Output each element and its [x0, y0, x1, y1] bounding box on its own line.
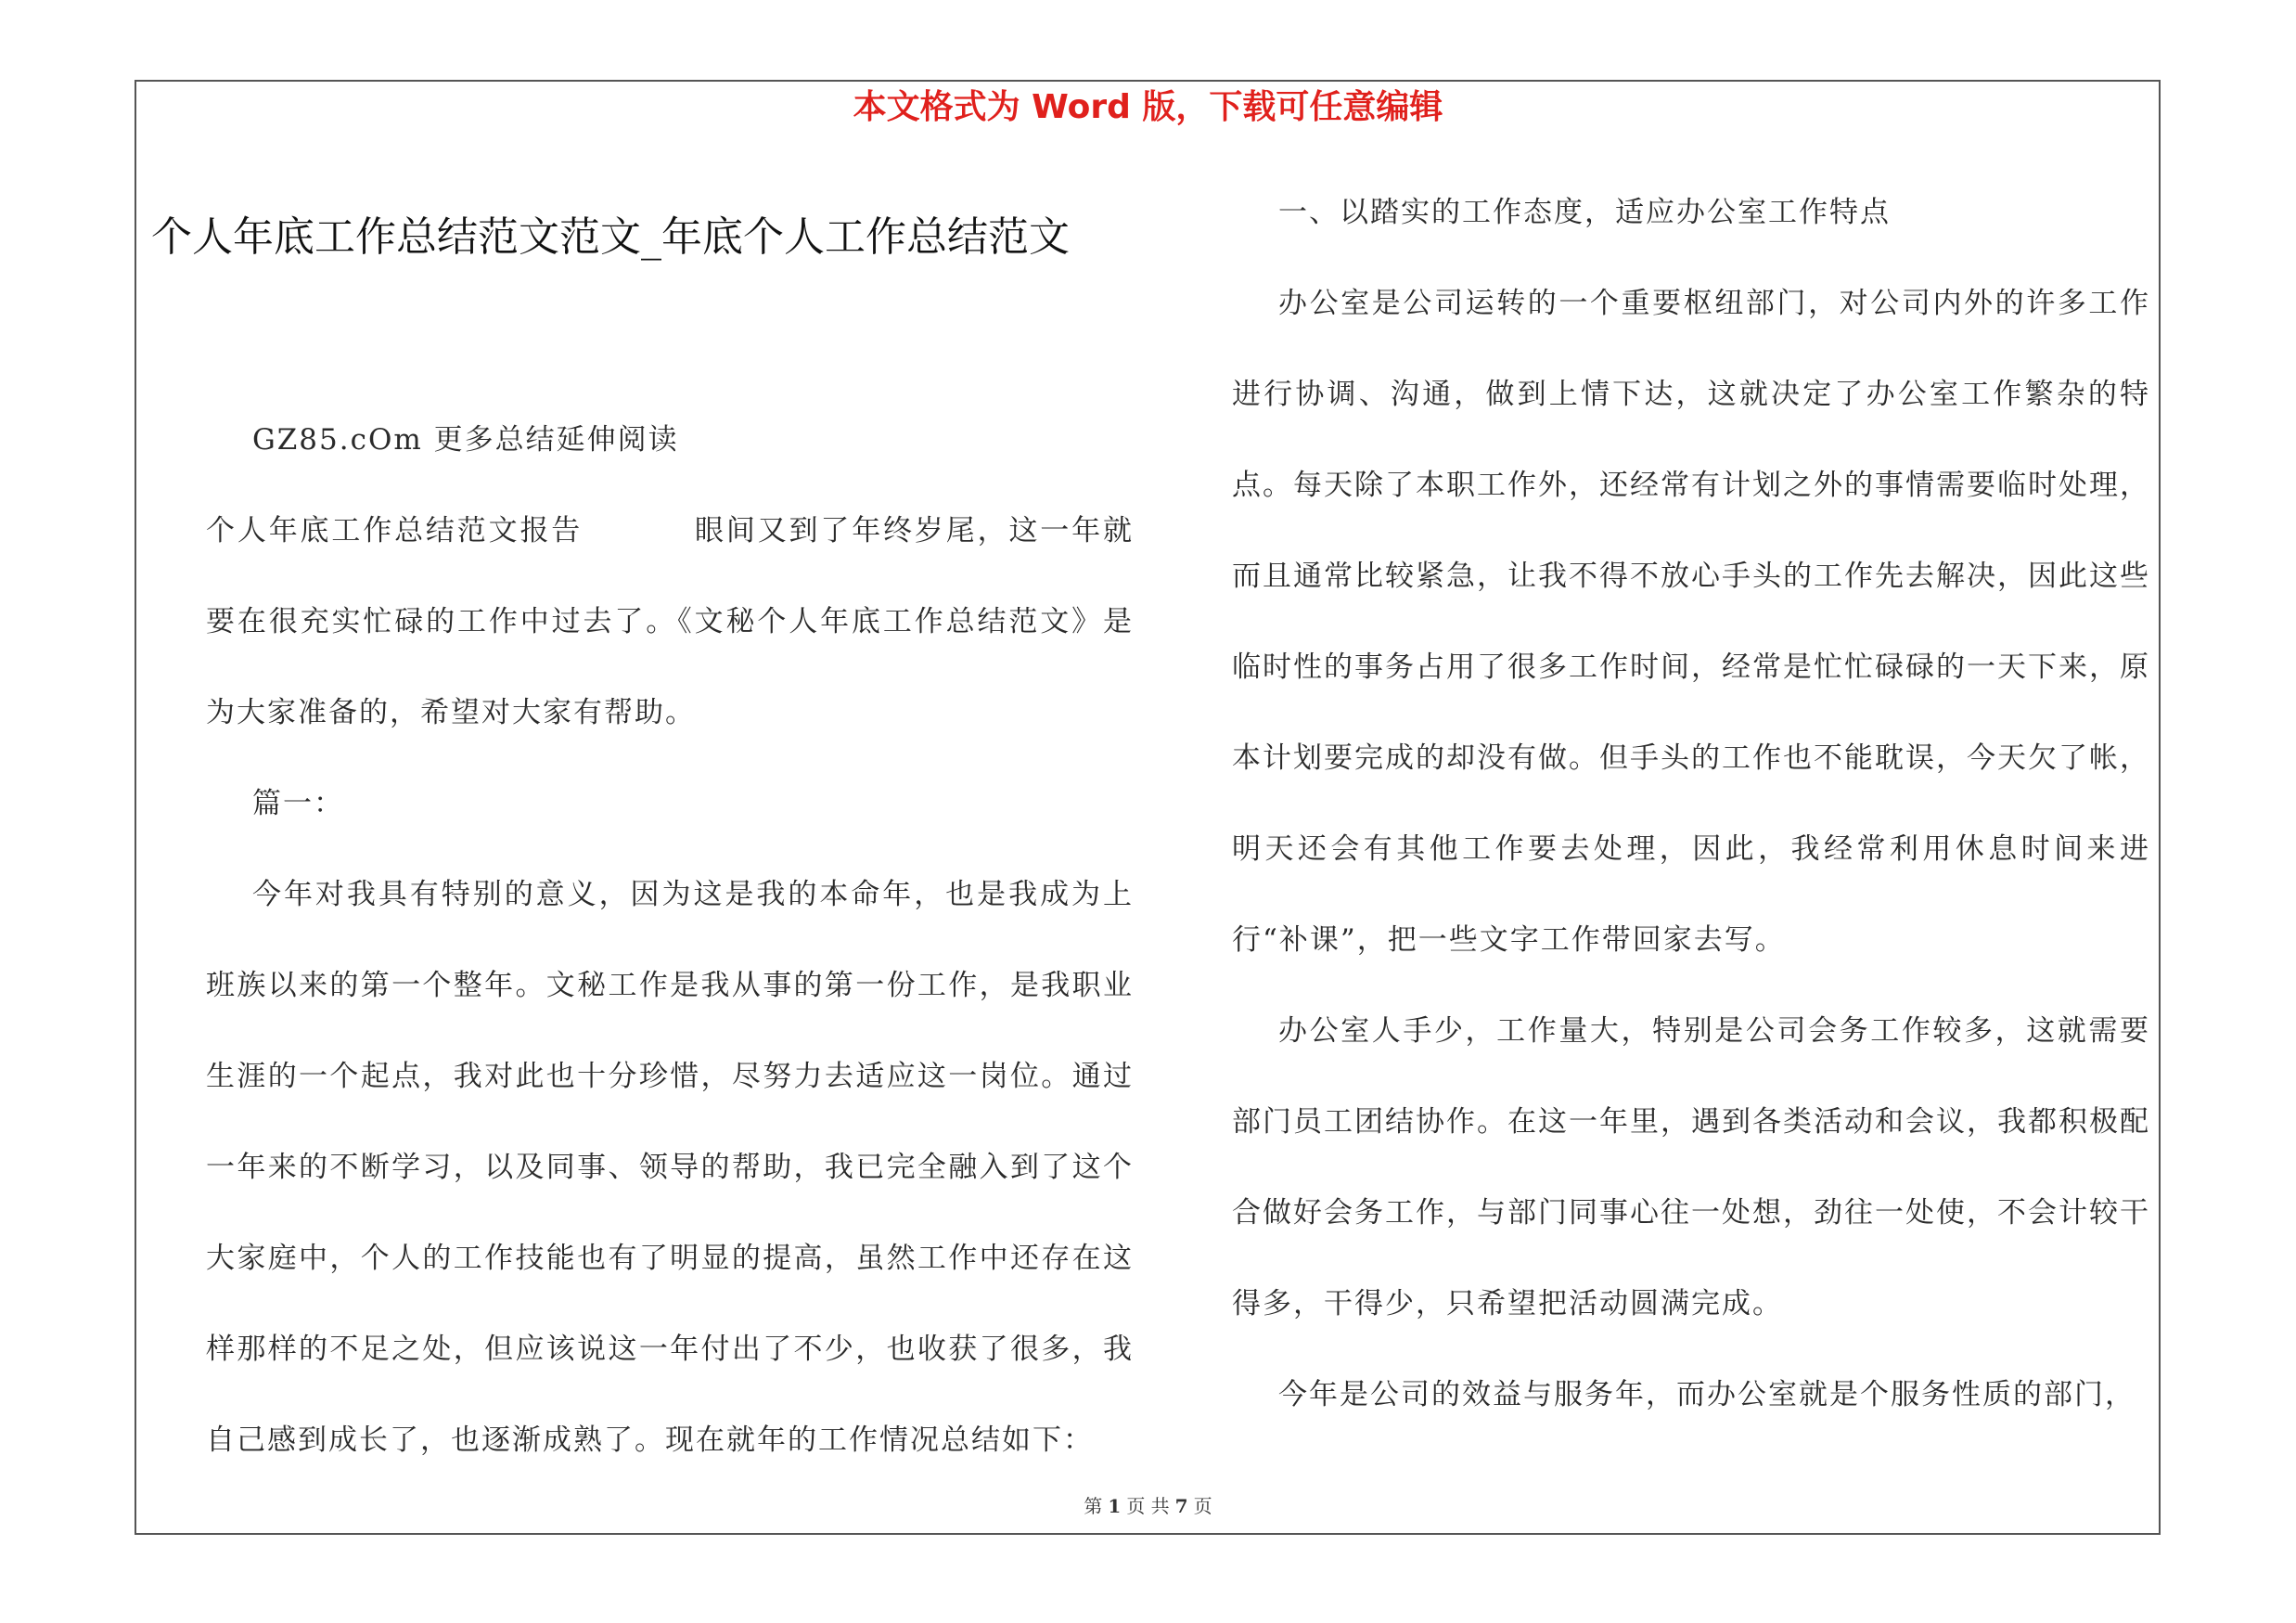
footer-middle: 页 共: [1126, 1495, 1170, 1517]
left-column: [206, 394, 1134, 1486]
document-title: 个人年底工作总结范文范文_年底个人工作总结范文: [151, 213, 1070, 261]
page-footer: [0, 1492, 2296, 1520]
right-paragraph-2: 办公室人手少，工作量大，特别是公司会务工作较多，这就需要部门员工团结协作。在这一年里，遇到各类活动和会议，我都积极配合做好会务工作，与部门同事心往一处想，劲往一处使，不会计较干得多，干得少，只希望把活动圆满完成。: [1232, 1014, 2150, 1320]
footer-total-pages: 7: [1174, 1495, 1188, 1517]
source-line: GZ85.cOm 更多总结延伸阅读: [252, 423, 679, 457]
part-heading: 篇一：: [252, 787, 344, 820]
format-banner: 本文格式为 Word 版，下载可任意编辑: [853, 88, 1443, 126]
left-paragraph-1: 今年对我具有特别的意义，因为这是我的本命年，也是我成为上班族以来的第一个整年。文秘工作是我从事的第一份工作，是我职业生涯的一个起点，我对此也十分珍惜，尽努力去适应这一岗位。通过一年来的不断学习，以及同事、领导的帮助，我已完全融入到了这个大家庭中，个人的工作技能也有了明显的提高，虽然工作中还存在这样那样的不足之处，但应该说这一年付出了不少，也收获了很多，我自己感到成长了，也逐渐成熟了。现在就年的工作情况总结如下：: [206, 878, 1134, 1457]
right-paragraph-3: 今年是公司的效益与服务年，而办公室就是个服务性质的部门，: [1278, 1378, 2136, 1411]
footer-page-number: 1: [1108, 1495, 1122, 1517]
footer-suffix: 页: [1193, 1495, 1212, 1517]
intro-text: 眼间又到了年终岁尾，这一年就要在很充实忙碌的工作中过去了。《文秘个人年底工作总结范文》是为大家准备的，希望对大家有帮助。: [206, 514, 1135, 729]
intro-paragraph: [206, 485, 1134, 758]
right-paragraph-1: 办公室是公司运转的一个重要枢纽部门，对公司内外的许多工作进行协调、沟通，做到上情下达，这就决定了办公室工作繁杂的特点。每天除了本职工作外，还经常有计划之外的事情需要临时处理，而且通常比较紧急，让我不得不放心手头的工作先去解决，因此这些临时性的事务占用了很多工作时间，经常是忙忙碌碌的一天下来，原本计划要完成的却没有做。但手头的工作也不能耽误，今天欠了帐，明天还会有其他工作要去处理，因此，我经常利用休息时间来进行“补课”，把一些文字工作带回家去写。: [1232, 287, 2150, 957]
report-label: 个人年底工作总结范文报告: [206, 514, 584, 547]
footer-prefix: 第: [1084, 1495, 1103, 1517]
right-column: [1232, 167, 2150, 1440]
section-heading: 一、以踏实的工作态度，适应办公室工作特点: [1278, 196, 1891, 229]
